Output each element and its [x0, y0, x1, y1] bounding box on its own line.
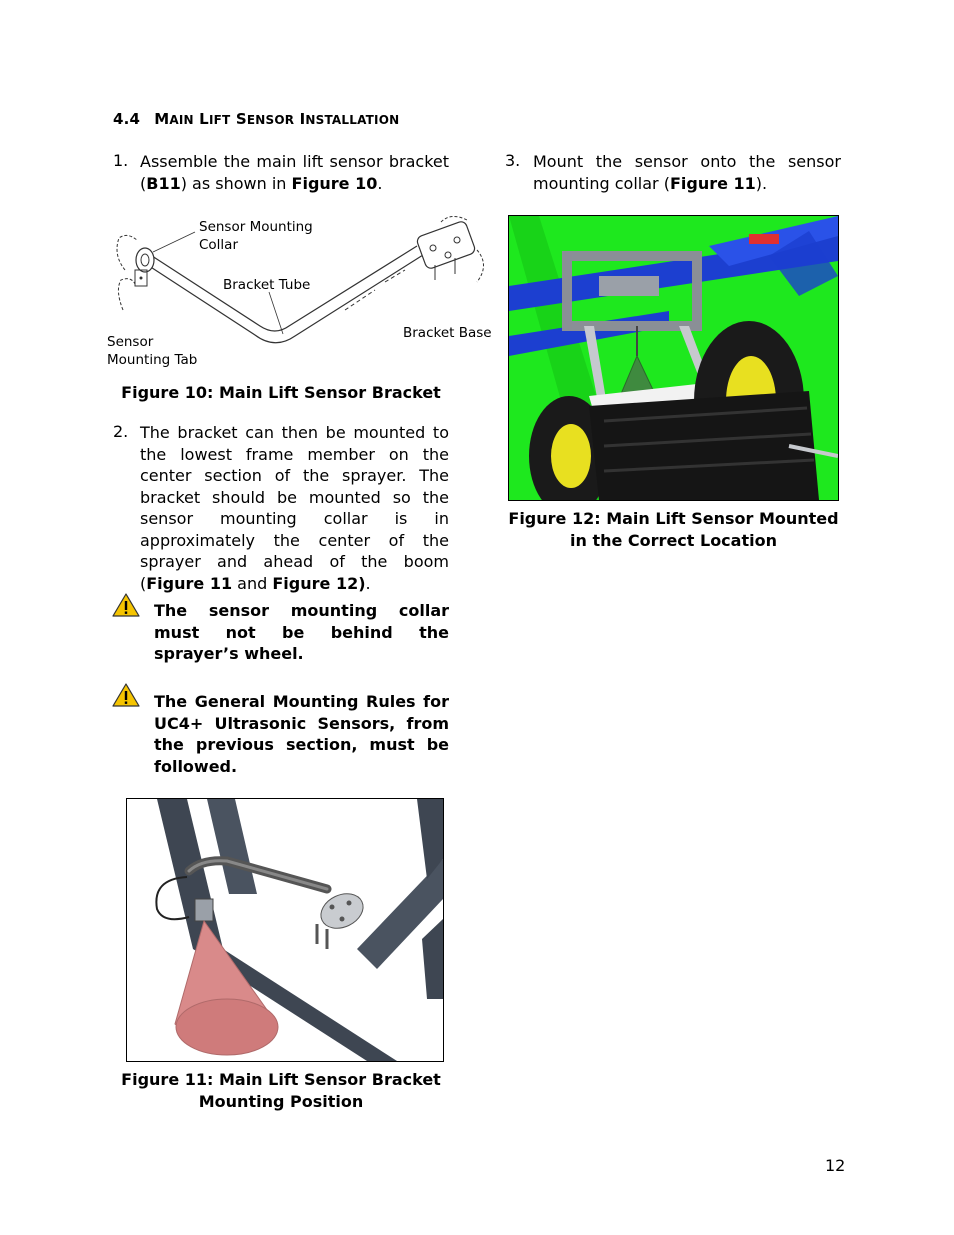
step-1-number: 1. [113, 151, 129, 170]
section-heading [113, 110, 399, 128]
warning-2-text: The General Mounting Rules for UC4+ Ultrasonic Sensors, from the previous section, must be followed. [154, 692, 449, 777]
figure-12-render [509, 216, 838, 500]
warning-1-text: The sensor mounting collar must not be behind the sprayer’s wheel. [154, 601, 449, 664]
figure-11-render [127, 799, 443, 1061]
section-title: MAIN LIFT SENSOR INSTALLATION [154, 110, 400, 128]
warning-triangle-icon [111, 682, 141, 708]
figure-10-caption: Figure 10: Main Lift Sensor Bracket [121, 383, 441, 402]
label-sensor-mounting-tab: Sensor Mounting Tab [107, 334, 198, 368]
section-number: 4.4 [113, 110, 141, 128]
figure-12-image [508, 215, 839, 501]
figure-11-caption: Figure 11: Main Lift Sensor Bracket Mounting Position [121, 1070, 441, 1111]
step-3-text: Mount the sensor onto the sensor mounting collar (Figure 11). [533, 152, 841, 193]
page-number: 12 [825, 1156, 846, 1175]
figure-12-caption: Figure 12: Main Lift Sensor Mounted in the Correct Location [508, 509, 839, 550]
warning-triangle-icon [111, 592, 141, 618]
label-bracket-base: Bracket Base [403, 325, 492, 341]
step-2-number: 2. [113, 422, 129, 441]
label-bracket-tube: Bracket Tube [223, 277, 311, 293]
figure-11-image [126, 798, 444, 1062]
label-sensor-mounting-collar: Sensor Mounting Collar [199, 219, 313, 253]
step-1-text: Assemble the main lift sensor bracket (B11) as shown in Figure 10. [140, 152, 449, 193]
step-2-text: The bracket can then be mounted to the lowest frame member on the center section of the sprayer. The bracket should be mounted so the sensor mounting collar is in approximately the center of the sprayer and ahead of the boom (Figure 11 and Figure 12). [140, 423, 449, 593]
step-3-number: 3. [505, 151, 521, 170]
